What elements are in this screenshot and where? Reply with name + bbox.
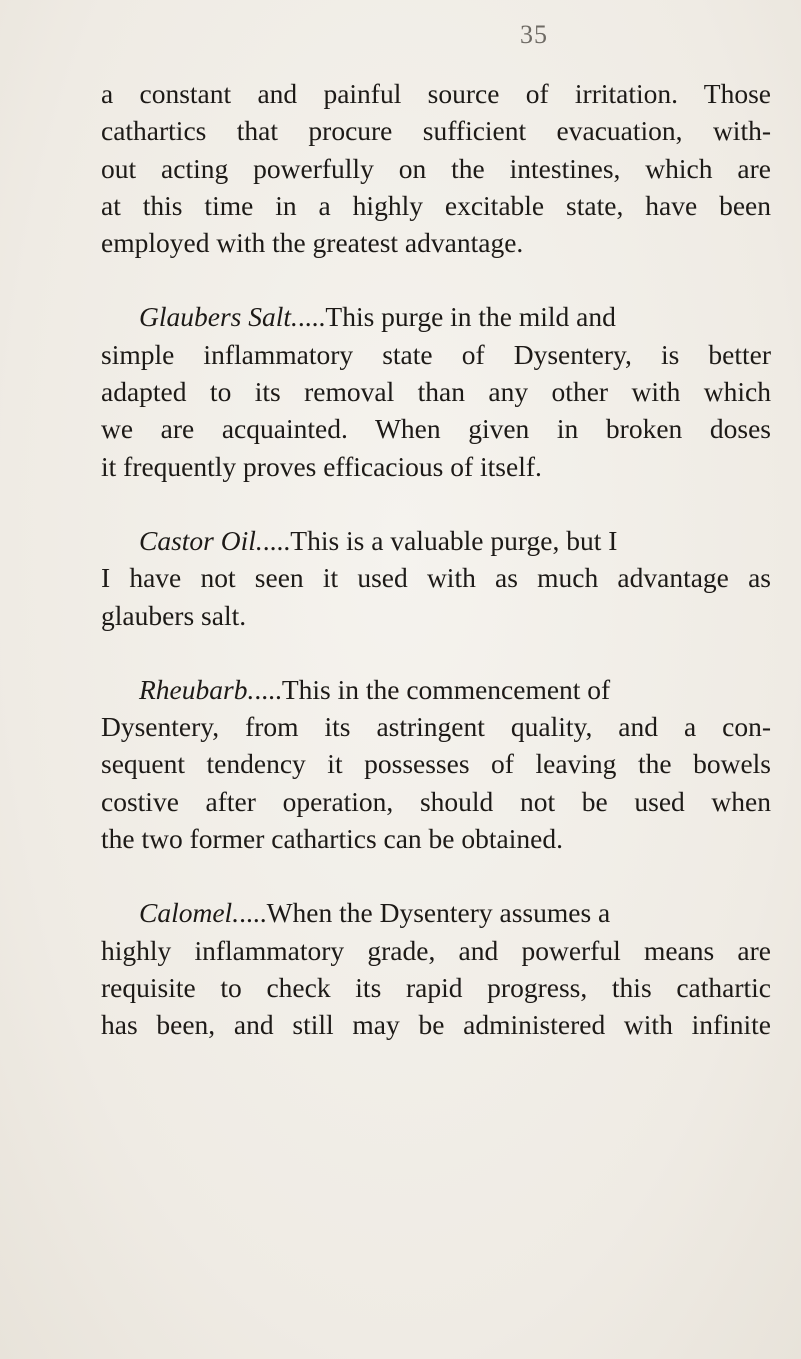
entry-text: ....This purge in the mild and (297, 301, 616, 333)
text-line: it frequently proves efficacious of itself. (101, 450, 542, 482)
text-line: a constant and painful source of irritation. Those (101, 78, 771, 109)
body-text (101, 75, 771, 1044)
text-line: the two former cathartics can be obtained. (101, 823, 563, 855)
paragraph-castor-oil (101, 522, 771, 634)
text-line: we are acquainted. When given in broken doses (101, 413, 771, 445)
page-number: 35 (520, 20, 548, 49)
text-line: at this time in a highly excitable state, have been (101, 189, 771, 221)
text-line: requisite to check its rapid progress, this cathartic (101, 971, 771, 1003)
text-line: sequent tendency it possesses of leaving the bowels (101, 748, 771, 780)
entry-text: ....This in the commencement of (254, 673, 611, 705)
entry-term: Glaubers Salt. (139, 301, 298, 333)
entry-term: Calomel. (139, 897, 240, 929)
paragraph-1 (101, 75, 771, 261)
text-line (101, 894, 771, 931)
entry-text: ....This is a valuable purge, but I (262, 524, 618, 556)
text-line: cathartics that procure sufficient evacuation, with- (101, 115, 771, 147)
text-line: glaubers salt. (101, 599, 247, 631)
text-line: Dysentery, from its astringent quality, and a con- (101, 711, 771, 743)
text-line (101, 671, 771, 708)
text-line (101, 522, 771, 559)
entry-term: Rheubarb. (139, 673, 255, 705)
entry-text: ....When the Dysentery assumes a (239, 897, 611, 929)
text-line (101, 298, 771, 335)
entry-term: Castor Oil. (139, 524, 263, 556)
paragraph-rheubarb (101, 671, 771, 857)
text-line: costive after operation, should not be used when (101, 785, 771, 817)
text-line: I have not seen it used with as much advantage as (101, 562, 771, 594)
text-line: highly inflammatory grade, and powerful means are (101, 934, 771, 966)
text-line: simple inflammatory state of Dysentery, is better (101, 338, 771, 370)
paragraph-calomel (101, 894, 771, 1043)
paragraph-glaubers-salt (101, 298, 771, 484)
text-line: has been, and still may be administered with infinite (101, 1009, 771, 1041)
text-line: adapted to its removal than any other with which (101, 376, 771, 408)
text-line: employed with the greatest advantage. (101, 227, 524, 259)
text-line: out acting powerfully on the intestines, which are (101, 152, 771, 184)
